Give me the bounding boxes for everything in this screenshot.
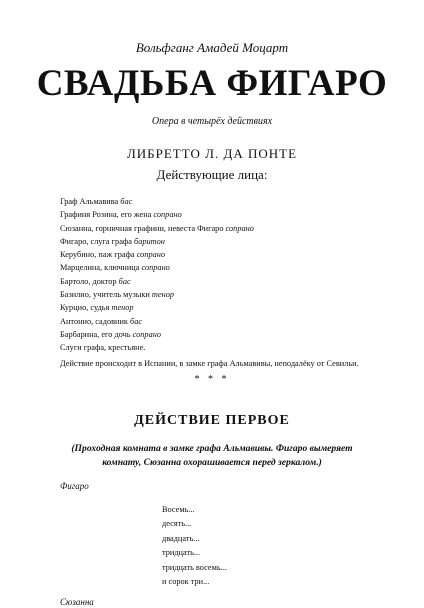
cast-item: Барбарина, его дочь сопрано: [60, 329, 161, 339]
cast-item: Антонио, садовник бас: [60, 316, 143, 326]
cast-list: [60, 195, 424, 355]
sung-line: Восемь...: [162, 504, 195, 514]
cast-item: Граф Альмавива бас: [60, 197, 133, 206]
sung-line: и сорок три...: [162, 577, 210, 587]
sung-line: двадцать...: [162, 533, 200, 543]
cast-item: Графиня Розина, его жена сопрано: [60, 210, 182, 220]
sung-line: тридцать...: [162, 548, 201, 558]
author-name: Вольфганг Амадей Моцарт: [135, 40, 289, 55]
cast-item: Фигаро, слуга графа баритон: [60, 236, 165, 246]
stage-direction: (Проходная комната в замке графа Альмавивы. Фигаро вымеряет комнату, Сюзанна охорашивается перед зеркалом.): [71, 442, 353, 468]
section-separator: * * *: [194, 373, 230, 385]
cast-item: Слуги графа, крестьяне.: [60, 343, 146, 353]
cast-item: Керубино, паж графа сопрано: [60, 250, 166, 260]
speaker-susanna: Сюзанна: [60, 596, 94, 607]
cast-item: Базилио, учитель музыки тенор: [60, 290, 175, 300]
opera-title: СВАДЬБА ФИГАРО: [36, 63, 388, 104]
cast-item: Курцио, судья тенор: [60, 303, 134, 313]
figaro-lines: [162, 503, 424, 590]
cast-item: Марцелина, ключница сопрано: [60, 263, 170, 273]
cast-heading: Действующие лица:: [156, 167, 268, 182]
speaker-figaro: Фигаро: [60, 480, 89, 491]
sung-line: десять...: [162, 519, 192, 529]
setting-note: Действие происходит в Испании, в замке графа Альмавивы, неподалёку от Севильи.: [60, 358, 359, 368]
opera-subtitle: Опера в четырёх действиях: [151, 116, 273, 127]
cast-item: Сюзанна, горничная графини, невеста Фигаро сопрано: [60, 223, 254, 233]
cast-item: Бартоло, доктор бас: [60, 276, 131, 286]
libretto-credit: ЛИБРЕТТО Л. ДА ПОНТЕ: [126, 146, 298, 161]
sung-line: тридцать восемь...: [162, 562, 227, 572]
act-title: ДЕЙСТВИЕ ПЕРВОЕ: [134, 412, 290, 428]
